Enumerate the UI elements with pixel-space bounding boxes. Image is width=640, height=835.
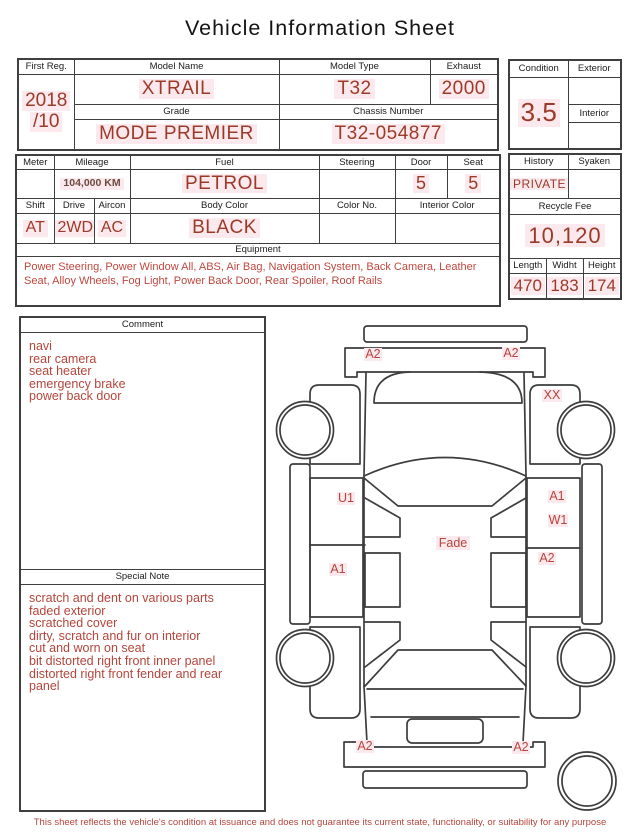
interior-header: Interior bbox=[568, 104, 621, 122]
history-value: PRIVATE bbox=[509, 169, 568, 198]
recycle-fee-value: 10,120 bbox=[509, 214, 621, 258]
page-title: Vehicle Information Sheet bbox=[184, 16, 455, 40]
comment-box bbox=[19, 316, 266, 812]
history-header: History bbox=[509, 154, 568, 169]
left-sill bbox=[290, 464, 310, 624]
windshield-arc bbox=[364, 458, 526, 477]
comment-header: Comment bbox=[21, 318, 264, 333]
history-panel bbox=[508, 153, 622, 300]
model-type-value: T32 bbox=[279, 74, 430, 104]
meter-value bbox=[16, 169, 54, 198]
damage-label-rear-left: A2 bbox=[357, 739, 373, 753]
first-reg-month: /10 bbox=[30, 112, 62, 132]
chassis-number-value: T32-054877 bbox=[279, 119, 498, 150]
tailgate bbox=[364, 686, 526, 743]
mileage-header: Mileage bbox=[54, 155, 130, 169]
model-name-value: XTRAIL bbox=[74, 74, 279, 104]
damage-label-roof: Fade bbox=[438, 536, 468, 550]
height-header: Height bbox=[583, 258, 621, 273]
comment-item: rear camera bbox=[29, 351, 97, 366]
color-no-value bbox=[319, 213, 395, 243]
interior-color-header: Interior Color bbox=[395, 198, 500, 213]
exhaust-value: 2000 bbox=[430, 74, 498, 104]
exterior-value bbox=[568, 77, 621, 104]
spare-tire bbox=[558, 752, 616, 810]
model-type-header: Model Type bbox=[279, 59, 430, 74]
damage-label-right-fender: XX bbox=[543, 388, 561, 402]
body-color-header: Body Color bbox=[130, 198, 319, 213]
special-note-item: faded exterior bbox=[29, 603, 106, 618]
steering-value bbox=[319, 169, 395, 198]
fuel-header: Fuel bbox=[130, 155, 319, 169]
shift-header: Shift bbox=[16, 198, 54, 213]
damage-label-right-rear-door: A2 bbox=[539, 551, 555, 565]
special-note-header: Special Note bbox=[21, 569, 264, 585]
cowl-line bbox=[374, 372, 522, 403]
disclaimer-text: This sheet reflects the vehicle's condition at issuance and does not guarantee its current state, functionality, or suitability for any purpose bbox=[33, 817, 607, 828]
grade-header: Grade bbox=[74, 104, 279, 119]
comment-item: emergency brake bbox=[29, 376, 126, 391]
special-note-list bbox=[21, 585, 264, 824]
special-note-item: scratched cover bbox=[29, 616, 118, 631]
rear-right-wheel bbox=[558, 630, 615, 687]
grade-value: MODE PREMIER bbox=[74, 119, 279, 150]
damage-label-front-right: A2 bbox=[503, 346, 519, 360]
front-right-wheel bbox=[558, 402, 615, 459]
condition-header: Condition bbox=[509, 60, 568, 77]
syaken-value bbox=[568, 169, 621, 198]
license-plate bbox=[407, 719, 483, 743]
color-no-header: Color No. bbox=[319, 198, 395, 213]
body-right-edge bbox=[524, 373, 526, 686]
damage-label-rear-right: A2 bbox=[513, 740, 529, 754]
aircon-header: Aircon bbox=[94, 198, 130, 213]
drive-value: 2WD bbox=[54, 213, 94, 243]
equipment-header: Equipment bbox=[16, 243, 500, 256]
aircon-value: AC bbox=[94, 213, 130, 243]
first-reg-year: 2018 bbox=[22, 91, 70, 111]
steering-header: Steering bbox=[319, 155, 395, 169]
fuel-value: PETROL bbox=[130, 169, 319, 198]
comment-item: navi bbox=[29, 339, 52, 353]
comment-list bbox=[21, 333, 264, 569]
special-note-item: cut and worn on seat bbox=[29, 641, 146, 656]
front-bumper-strip bbox=[364, 326, 527, 342]
exhaust-header: Exhaust bbox=[430, 59, 498, 74]
car-diagram bbox=[270, 315, 640, 815]
body-color-value: BLACK bbox=[130, 213, 319, 243]
first-reg-header: First Reg. bbox=[18, 59, 74, 74]
special-note-item: dirty, scratch and fur on interior bbox=[29, 628, 201, 643]
recycle-fee-header: Recycle Fee bbox=[509, 198, 621, 214]
length-value: 470 bbox=[509, 273, 546, 299]
interior-color-value bbox=[395, 213, 500, 243]
model-name-header: Model Name bbox=[74, 59, 279, 74]
special-note-item: distorted right front fender and rear panel bbox=[29, 666, 223, 694]
roof-front-edge bbox=[364, 478, 526, 506]
comment-item: power back door bbox=[29, 389, 122, 404]
width-value: 183 bbox=[546, 273, 583, 299]
equipment-list: Power Steering, Power Window All, ABS, Air Bag, Navigation System, Back Camera, Leather Seat, Alloy Wheels, Fog Light, Power Back Door, Rear Spoiler, Roof Rails bbox=[16, 256, 500, 306]
left-doors-panel bbox=[310, 478, 363, 617]
interior-value bbox=[568, 122, 621, 149]
damage-label-left-front-door: U1 bbox=[338, 491, 354, 505]
drive-header: Drive bbox=[54, 198, 94, 213]
width-header: Widht bbox=[546, 258, 583, 273]
left-quarter-window bbox=[365, 622, 400, 667]
condition-score: 3.5 bbox=[509, 77, 568, 149]
special-note-item: scratch and dent on various parts bbox=[29, 591, 214, 605]
roof-rear-edge bbox=[365, 650, 526, 686]
mileage-value: 104,000 KM bbox=[54, 169, 130, 198]
first-reg-value bbox=[18, 74, 74, 150]
left-rear-window bbox=[365, 553, 400, 607]
rear-left-wheel bbox=[277, 630, 334, 687]
height-value: 174 bbox=[583, 273, 621, 299]
exterior-header: Exterior bbox=[568, 60, 621, 77]
door-header: Door bbox=[395, 155, 447, 169]
right-front-window bbox=[491, 498, 526, 537]
chassis-number-header: Chassis Number bbox=[279, 104, 498, 119]
seat-header: Seat bbox=[447, 155, 500, 169]
seat-value: 5 bbox=[447, 169, 500, 198]
condition-panel bbox=[508, 59, 622, 150]
damage-label-right-front-door: A1 bbox=[549, 489, 565, 503]
special-note-item: bit distorted right front inner panel bbox=[29, 653, 216, 668]
right-sill bbox=[582, 464, 602, 624]
car-top-view bbox=[270, 315, 640, 815]
right-rear-window bbox=[491, 553, 526, 607]
body-left-edge bbox=[364, 373, 366, 686]
specs-table bbox=[15, 154, 501, 307]
length-header: Length bbox=[509, 258, 546, 273]
door-value: 5 bbox=[395, 169, 447, 198]
syaken-header: Syaken bbox=[568, 154, 621, 169]
rear-bumper-strip bbox=[363, 771, 527, 788]
damage-label-left-rear-door: A1 bbox=[330, 562, 346, 576]
identification-table bbox=[17, 58, 499, 151]
damage-label-front-left: A2 bbox=[365, 347, 381, 361]
front-left-wheel bbox=[277, 402, 334, 459]
comment-item: seat heater bbox=[29, 364, 92, 379]
right-quarter-window bbox=[491, 622, 526, 667]
meter-header: Meter bbox=[16, 155, 54, 169]
damage-label-right-front-door-2: W1 bbox=[548, 513, 568, 527]
shift-value: AT bbox=[16, 213, 54, 243]
